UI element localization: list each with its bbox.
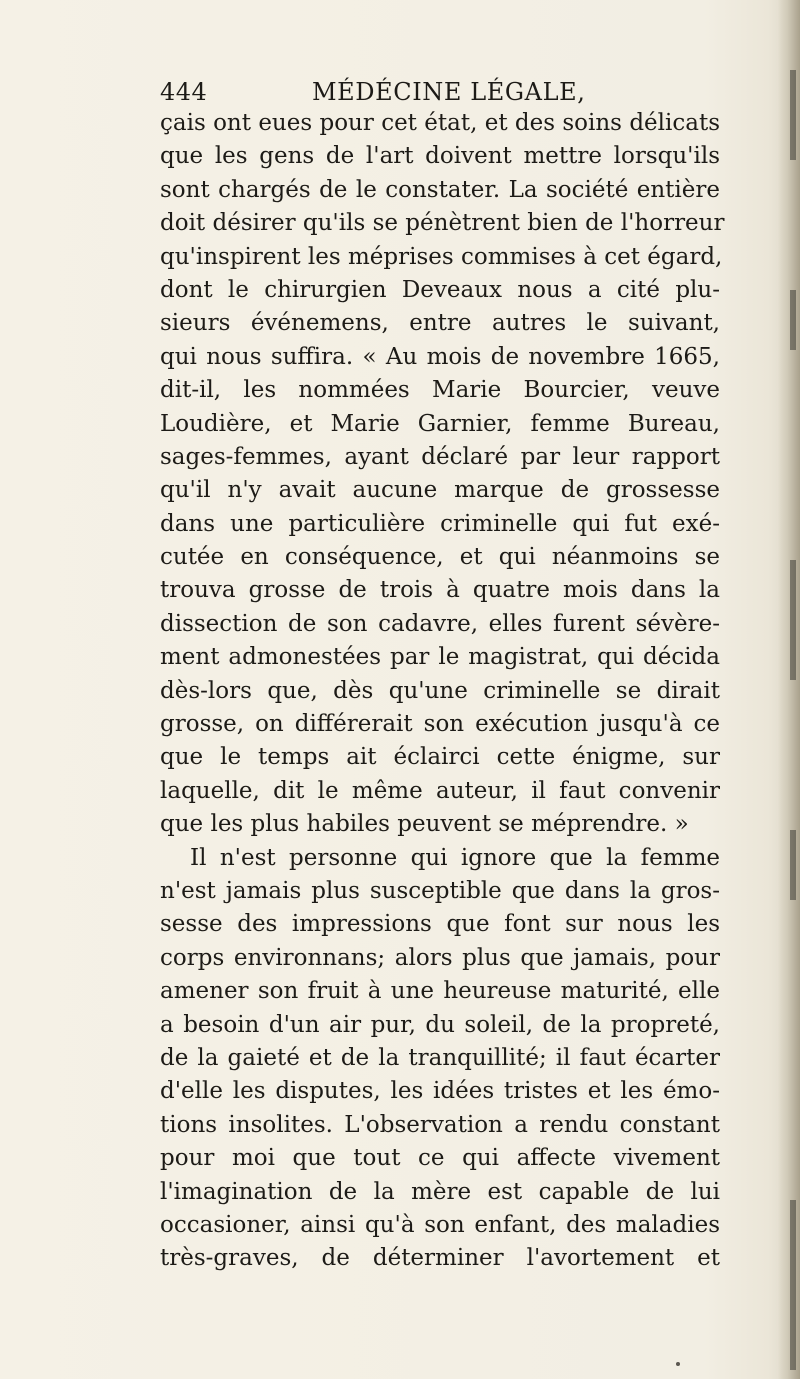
text-line: qui nous suffira. « Au mois de novembre 1665, [160, 343, 720, 370]
edge-mark [790, 290, 796, 350]
text-line: sages-femmes, ayant déclaré par leur rapport [160, 443, 720, 470]
text-line: trouva grosse de trois à quatre mois dans la [160, 577, 720, 604]
text-line: occasioner, ainsi qu'à son enfant, des maladies [160, 1211, 720, 1238]
text-line: dans une particulière criminelle qui fut exé- [160, 510, 720, 537]
text-line: pour moi que tout ce qui affecte vivement [160, 1145, 720, 1172]
text-line: sieurs événemens, entre autres le suivant, [160, 310, 720, 337]
page-number: 444 [160, 78, 208, 106]
text-line: que les plus habiles peuvent se méprendre. » [160, 811, 689, 838]
text-line: Il n'est personne qui ignore que la femme [190, 844, 720, 871]
text-line: laquelle, dit le même auteur, il faut convenir [160, 777, 720, 804]
text-line: amener son fruit à une heureuse maturité, elle [160, 978, 720, 1005]
text-line: que le temps ait éclairci cette énigme, sur [160, 744, 720, 771]
edge-mark [790, 70, 796, 160]
text-line: n'est jamais plus susceptible que dans la gros- [160, 877, 720, 904]
text-line: qu'inspirent les méprises commises à cet égard, [160, 243, 723, 270]
text-line: tions insolites. L'observation a rendu constant [160, 1111, 720, 1138]
body-text [160, 107, 725, 1276]
text-line: dit-il, les nommées Marie Bourcier, veuve [160, 377, 720, 404]
edge-mark [790, 830, 796, 900]
text-line: a besoin d'un air pur, du soleil, de la propreté, [160, 1011, 720, 1038]
text-line: ment admonestées par le magistrat, qui décida [160, 644, 720, 671]
text-line: très-graves, de déterminer l'avortement et [160, 1245, 720, 1272]
text-line: dont le chirurgien Deveaux nous a cité plu- [160, 276, 720, 303]
text-line: sesse des impressions que font sur nous les [160, 911, 720, 938]
page-edge-shadow [778, 0, 800, 1379]
text-line: l'imagination de la mère est capable de lui [160, 1178, 720, 1205]
text-line: sont chargés de le constater. La société entière [160, 176, 720, 203]
running-title: MÉDÉCINE LÉGALE, [312, 78, 586, 106]
text-line: doit désirer qu'ils se pénètrent bien de l'horreur [160, 210, 725, 237]
text-line: que les gens de l'art doivent mettre lorsqu'ils [160, 143, 720, 170]
text-line: dès-lors que, dès qu'une criminelle se dirait [160, 677, 720, 704]
text-line: dissection de son cadavre, elles furent sévère- [160, 610, 720, 637]
text-line: Loudière, et Marie Garnier, femme Bureau, [160, 410, 720, 437]
edge-mark [790, 1200, 796, 1370]
edge-mark [790, 560, 796, 680]
text-line: grosse, on différerait son exécution jusqu'à ce [160, 711, 720, 738]
text-line: de la gaieté et de la tranquillité; il faut écarter [160, 1044, 720, 1071]
text-line: cutée en conséquence, et qui néanmoins se [160, 544, 720, 571]
text-line: qu'il n'y avait aucune marque de grossesse [160, 477, 720, 504]
paper-speck [676, 1362, 680, 1366]
text-line: corps environnans; alors plus que jamais, pour [160, 944, 720, 971]
text-line: d'elle les disputes, les idées tristes et les émo- [160, 1078, 720, 1105]
text-line: çais ont eues pour cet état, et des soins délicats [160, 110, 720, 136]
